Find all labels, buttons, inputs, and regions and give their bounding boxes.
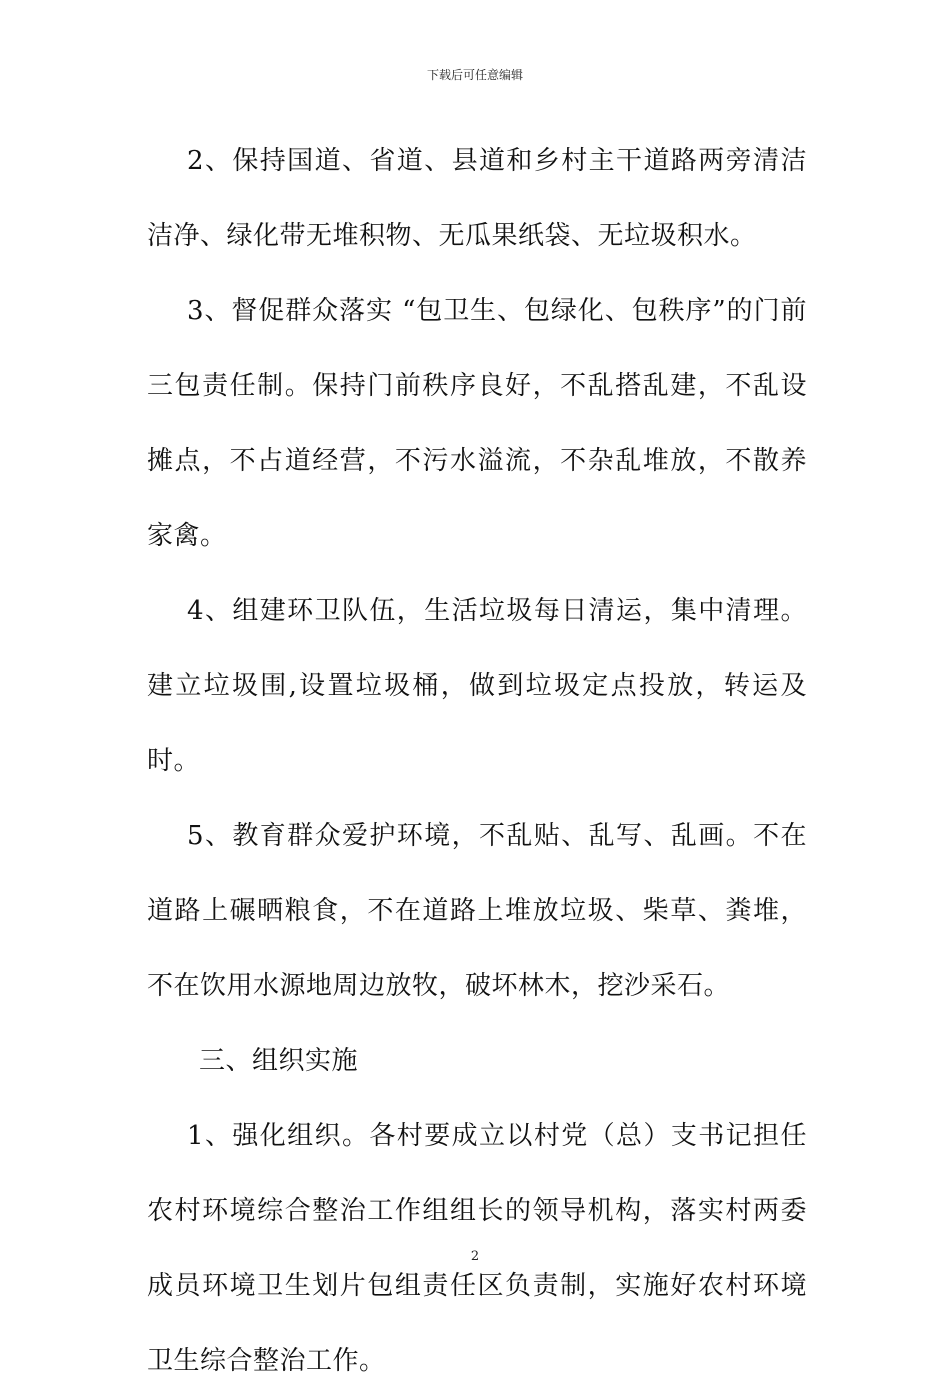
- page-number: 2: [470, 1249, 480, 1264]
- paragraph-item-4: 4、组建环卫队伍，生活垃圾每日清运，集中清理。建立垃圾围,设置垃圾桶，做到垃圾定点投放，转运及时。: [147, 596, 807, 776]
- page-header-note: 下载后可任意编辑: [426, 68, 523, 82]
- section-paragraph-1: 1、强化组织。各村要成立以村党（总）支书记担任农村环境综合整治工作组组长的领导机构，落实村两委成员环境卫生划片包组责任区负责制，实施好农村环境卫生综合整治工作。: [147, 1121, 807, 1376]
- paragraph-item-5: 5、教育群众爱护环境，不乱贴、乱写、乱画。不在道路上碾晒粮食，不在道路上堆放垃圾、柴草、粪堆，不在饮用水源地周边放牧，破坏林木，挖沙采石。: [147, 821, 807, 1001]
- paragraph-item-3: 3、督促群众落实 “包卫生、包绿化、包秩序”的门前三包责任制。保持门前秩序良好，不乱搭乱建，不乱设摊点，不占道经营，不污水溢流，不杂乱堆放，不散养家禽。: [147, 296, 807, 551]
- section-heading: 三、组织实施: [199, 1046, 359, 1076]
- paragraph-item-2: 2、保持国道、省道、县道和乡村主干道路两旁清洁洁净、绿化带无堆积物、无瓜果纸袋、无垃圾积水。: [147, 146, 807, 251]
- document-body: [147, 124, 807, 1399]
